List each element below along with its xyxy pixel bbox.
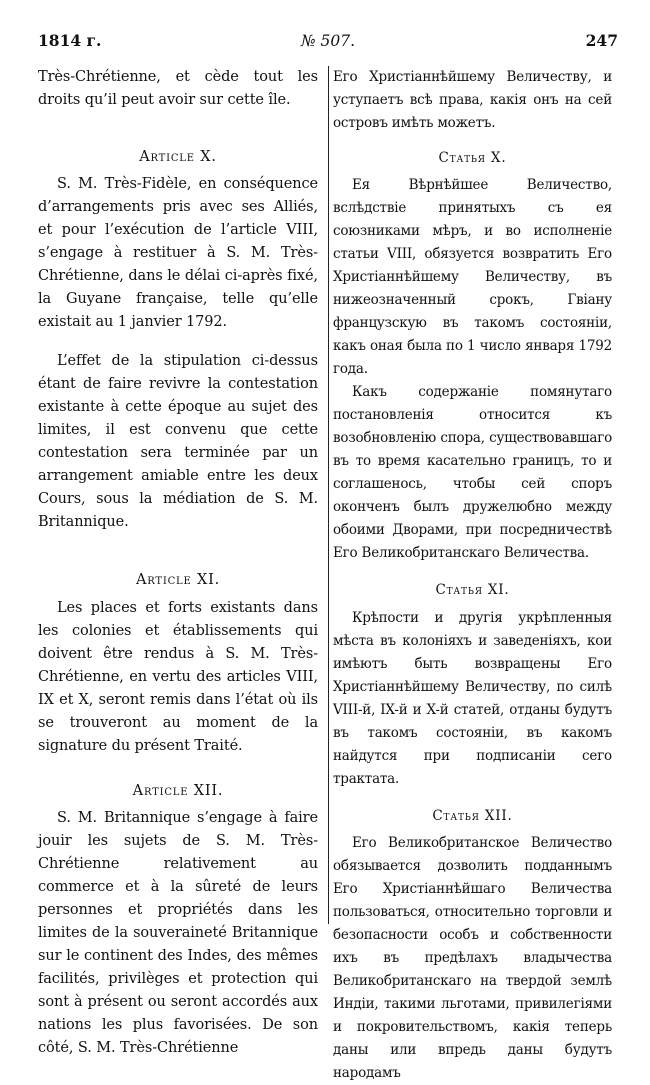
french-article-12-title: Article XII. <box>132 783 224 799</box>
header-document-number: № 507. <box>300 32 356 50</box>
running-header <box>38 30 618 52</box>
french-article-11-title: Article XI. <box>135 572 221 588</box>
russian-article-12-paragraph: Его Великобританское Величество обязывается дозволить подданнымъ Его Христіаннѣйшаго Величества пользоваться, относительно торговли и безопасности особъ и собственности ихъ въ предѣлахъ владычества Великобританскаго на твердой землѣ Индіи, такими льготами, привилегіями и покровительствомъ, какія теперь даны или впредь даны будутъ народамъ <box>333 835 612 1081</box>
russian-intro-text: Его Христіаннѣйшему Величеству, и уступаетъ всѣ права, какія онъ на сей островъ имѣть можетъ. <box>333 69 612 131</box>
column-divider <box>328 66 329 924</box>
russian-article-11-title: Статья XI. <box>435 582 510 598</box>
russian-article-10-paragraph-1: Ея Вѣрнѣйшее Величество, вслѣдствіе принятыхъ съ ея союзниками мѣръ, и во исполненіе статьи VIII, обязуется возвратить Его Христіаннѣйшему Величеству, въ нижеозначенный срокъ, Гвіану французскую въ такомъ состояніи, какъ оная была по 1 число января 1792 года. <box>333 177 612 377</box>
russian-article-12-title: Статья XII. <box>432 808 513 824</box>
russian-column <box>333 66 612 1085</box>
russian-article-10-paragraph-2: Какъ содержаніе помянутаго постановленія относится къ возобновленію спора, существовавшаго въ то время касательно границъ, то и соглашенось, чтобы сей споръ оконченъ былъ дружелюбно между обоими Дворами, при посредничествѣ Его Великобританскаго Величества. <box>333 384 612 561</box>
french-article-10-paragraph-2: L’effet de la stipulation ci-dessus étant de faire revivre la contestation existante à cette époque au sujet des limites, il est convenu que cette contestation sera terminée par un arrangement amiable entre les deux Cours, sous la médiation de S. M. Britannique. <box>38 353 318 530</box>
russian-article-11-paragraph: Крѣпости и другія укрѣпленныя мѣста въ колоніяхъ и заведеніяхъ, кои имѣютъ быть возвращены Его Христіаннѣйшему Величеству, по силѣ VIII-й, IX-й и X-й статей, отданы будутъ въ такомъ состояніи, въ какомъ найдутся при подписаніи сего трактата. <box>333 610 612 787</box>
header-page-number: 247 <box>585 31 618 50</box>
french-intro-text: Très-Chrétienne, et cède tout les droits qu’il peut avoir sur cette île. <box>38 69 318 108</box>
french-article-11-paragraph: Les places et forts existants dans les colonies et établissements qui doivent être rendus à S. M. Très-Chrétienne, en vertu des articles VIII, IX et X, seront remis dans l’état où ils se trouveront au moment de la signature du présent Traité. <box>38 600 318 754</box>
russian-article-10-title: Статья X. <box>438 150 507 166</box>
header-year: 1814 г. <box>38 31 102 50</box>
french-article-10-title: Article X. <box>139 149 217 165</box>
french-article-12-paragraph: S. M. Britannique s’engage à faire jouir les sujets de S. M. Très-Chrétienne relativement au commerce et à la sûreté de leurs personnes et propriétés dans les limites de la souveraineté Britannique sur le continent des Indes, des mêmes facilités, privilèges et protection qui sont à présent ou seront accordés aux nations les plus favorisées. De son côté, S. M. Très-Chrétienne <box>38 810 318 1056</box>
french-column <box>38 66 318 1060</box>
french-article-10-paragraph-1: S. M. Très-Fidèle, en conséquence d’arrangements pris avec ses Alliés, et pour l’exécution de l’article VIII, s’engage à restituer à S. M. Très-Chrétienne, dans le délai ci-après fixé, la Guyane française, telle qu’elle existait au 1 janvier 1792. <box>38 176 318 330</box>
